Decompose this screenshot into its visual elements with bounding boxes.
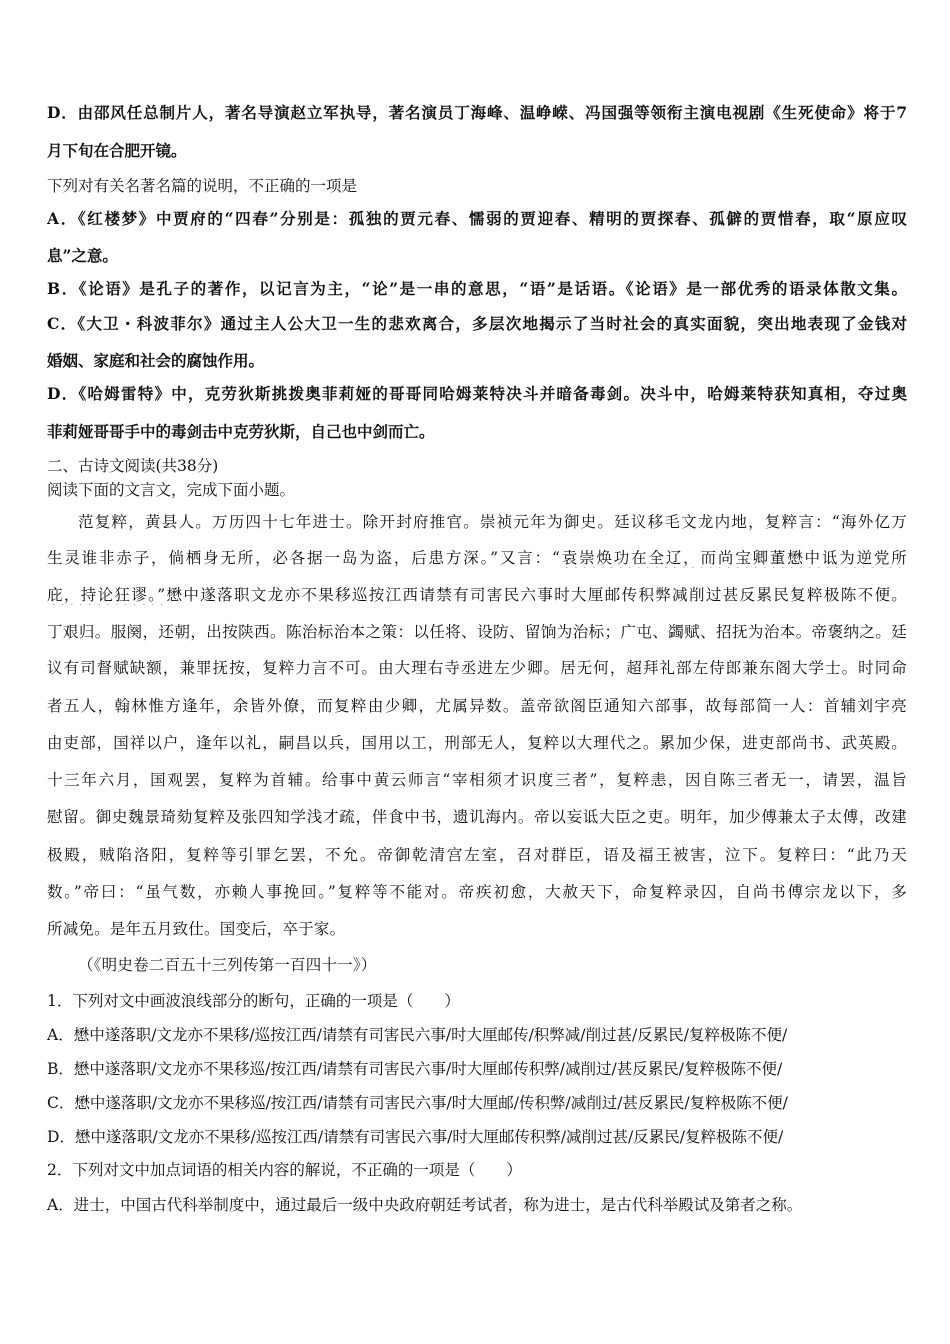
passage-source: （《明史卷二百五十三列传第一百四十一》） bbox=[78, 956, 377, 974]
passage-line: 由吏部，国祥以户，逢年以礼，嗣昌以兵，国用以工，刑部无人，复粹以大理代之。累加少保，进吏部尚书、武英殿。 bbox=[47, 734, 907, 752]
option-b: B．《论语》是孔子的著作，以记言为主，“论”是一串的意思，“语”是话语。《论语》是一部优秀的语录体散文集。 bbox=[47, 279, 907, 298]
option-a-line-1: A．《红楼梦》中贾府的“四春”分别是：孤独的贾元春、懦弱的贾迎春、精明的贾探春、孤僻的贾惜春，取“原应叹 bbox=[47, 209, 907, 228]
passage-line: 数。”帝曰：“虽气数，亦赖人事挽回。”复粹等不能对。帝疾初愈，大赦天下，命复粹录囚，自尚书傅宗龙以下，多 bbox=[47, 883, 907, 901]
wavy-underlined-text: 庇，持论狂谬。” bbox=[47, 586, 166, 604]
wavy-underlined-text: 袁崇焕功在全辽，而尚宝卿董懋中诋为逆党所 bbox=[560, 549, 907, 567]
reading-instruction: 阅读下面的文言文，完成下面小题。 bbox=[47, 481, 296, 499]
option-c-line-2: 婚姻、家庭和社会的腐蚀作用。 bbox=[47, 351, 265, 370]
passage-line bbox=[47, 546, 907, 568]
question-2-option-a: A．进士，中国古代科举制度中，通过最后一级中央政府朝廷考试者，称为进士，是古代科举殿试及第者之称。 bbox=[47, 1196, 803, 1214]
section-heading: 二、古诗文阅读(共38分) bbox=[47, 457, 219, 475]
passage-line: 十三年六月，国观罢，复粹为首辅。给事中黄云师言“宰相须才识度三者”，复粹恚，因自陈三者无一，请罢，温旨 bbox=[47, 771, 907, 789]
option-d-line-1: D．《哈姆雷特》中，克劳狄斯挑拨奥菲莉娅的哥哥同哈姆莱特决斗并暗备毒剑。决斗中，哈姆莱特获知真相，夺过奥 bbox=[47, 384, 907, 403]
passage-text: 生灵谁非赤子，倘栖身无所，必各据一岛为盗，后患方深。”又言：“ bbox=[47, 549, 561, 567]
question-1-option-a: A．懋中遂落职/文龙亦不果移/巡按江西/请禁有司害民六事/时大厘邮传/积弊减/削过甚/反累民/复粹极陈不便/ bbox=[47, 1026, 788, 1044]
passage-line: 范复粹，黄县人。万历四十七年进士。除开封府推官。崇祯元年为御史。廷议移毛文龙内地，复粹言：“海外亿万 bbox=[78, 513, 907, 531]
option-d-prev-line-1: D．由邵风任总制片人，著名导演赵立军执导，著名演员丁海峰、温峥嵘、冯国强等领衔主演电视剧《生死使命》将于7 bbox=[47, 103, 907, 122]
passage-line: 丁艰归。服阕，还朝，出按陕西。陈治标治本之策：以任将、设防、留饷为治标；广屯、蠲赋、招抚为治本。帝褒纳之。廷 bbox=[47, 623, 907, 641]
passage-line: 慰留。御史魏景琦劾复粹及张四知学浅才疏，伴食中书，遗讥海内。帝以妄诋大臣之吏。明年，加少傅兼太子太傅，改建 bbox=[47, 808, 907, 826]
question-1-option-d: D．懋中遂落职/文龙亦不果移/巡按江西/请禁有司害民六事/时大厘邮传积弊/减削过甚/反累民/复粹极陈不便/ bbox=[47, 1128, 784, 1146]
passage-text: 懋中遂落职文龙亦不果移巡按江西请禁有司害民六事时大厘邮传积弊减削过甚反累民复粹极陈不便。 bbox=[165, 586, 907, 604]
question-1-option-b: B．懋中遂落职/文龙亦不果移巡/按江西/请禁有司害民六事/时大厘邮传积弊/减削过/甚反累民/复粹极陈不便/ bbox=[47, 1060, 783, 1078]
question-1-stem: 1．下列对文中画波浪线部分的断句，正确的一项是（ ） bbox=[47, 992, 460, 1010]
question-2-stem: 2．下列对文中加点词语的相关内容的解说，不正确的一项是（ ） bbox=[47, 1161, 522, 1179]
passage-line: 所减免。是年五月致仕。国变后，卒于家。 bbox=[47, 920, 346, 938]
passage-line: 极殿，贼陷洛阳，复粹等引罪乞罢，不允。帝御乾清宫左室，召对群臣，语及福王被害，泣下。复粹曰：“此乃天 bbox=[47, 846, 907, 864]
option-d-line-2: 菲莉娅哥哥手中的毒剑击中克劳狄斯，自己也中剑而亡。 bbox=[47, 422, 435, 441]
question-1-option-c: C．懋中遂落职/文龙亦不果移巡/按江西/请禁有司害民六事/时大厘邮/传积弊/减削过/甚反累民/复粹极陈不便/ bbox=[47, 1094, 788, 1112]
passage-line bbox=[47, 583, 907, 605]
option-c-line-1: C．《大卫・科波菲尔》通过主人公大卫一生的悲欢离合，多层次地揭示了当时社会的真实面貌，突出地表现了金钱对 bbox=[47, 314, 907, 333]
passage-line: 议有司督赋缺额，兼罪抚按，复粹力言不可。由大理右寺丞进左少卿。居无何，超拜礼部左侍郎兼东阁大学士。时同命 bbox=[47, 659, 907, 677]
passage-line: 者五人，翰林惟方逢年，余皆外僚，而复粹由少卿，尤属异数。盖帝欲阁臣通知六部事，故每部简一人：首辅刘宇亮 bbox=[47, 697, 907, 715]
option-a-line-2: 息”之意。 bbox=[47, 246, 118, 265]
option-d-prev-line-2: 月下旬在合肥开镜。 bbox=[47, 141, 187, 160]
question-stem: 下列对有关名著名篇的说明，不正确的一项是 bbox=[47, 177, 358, 195]
